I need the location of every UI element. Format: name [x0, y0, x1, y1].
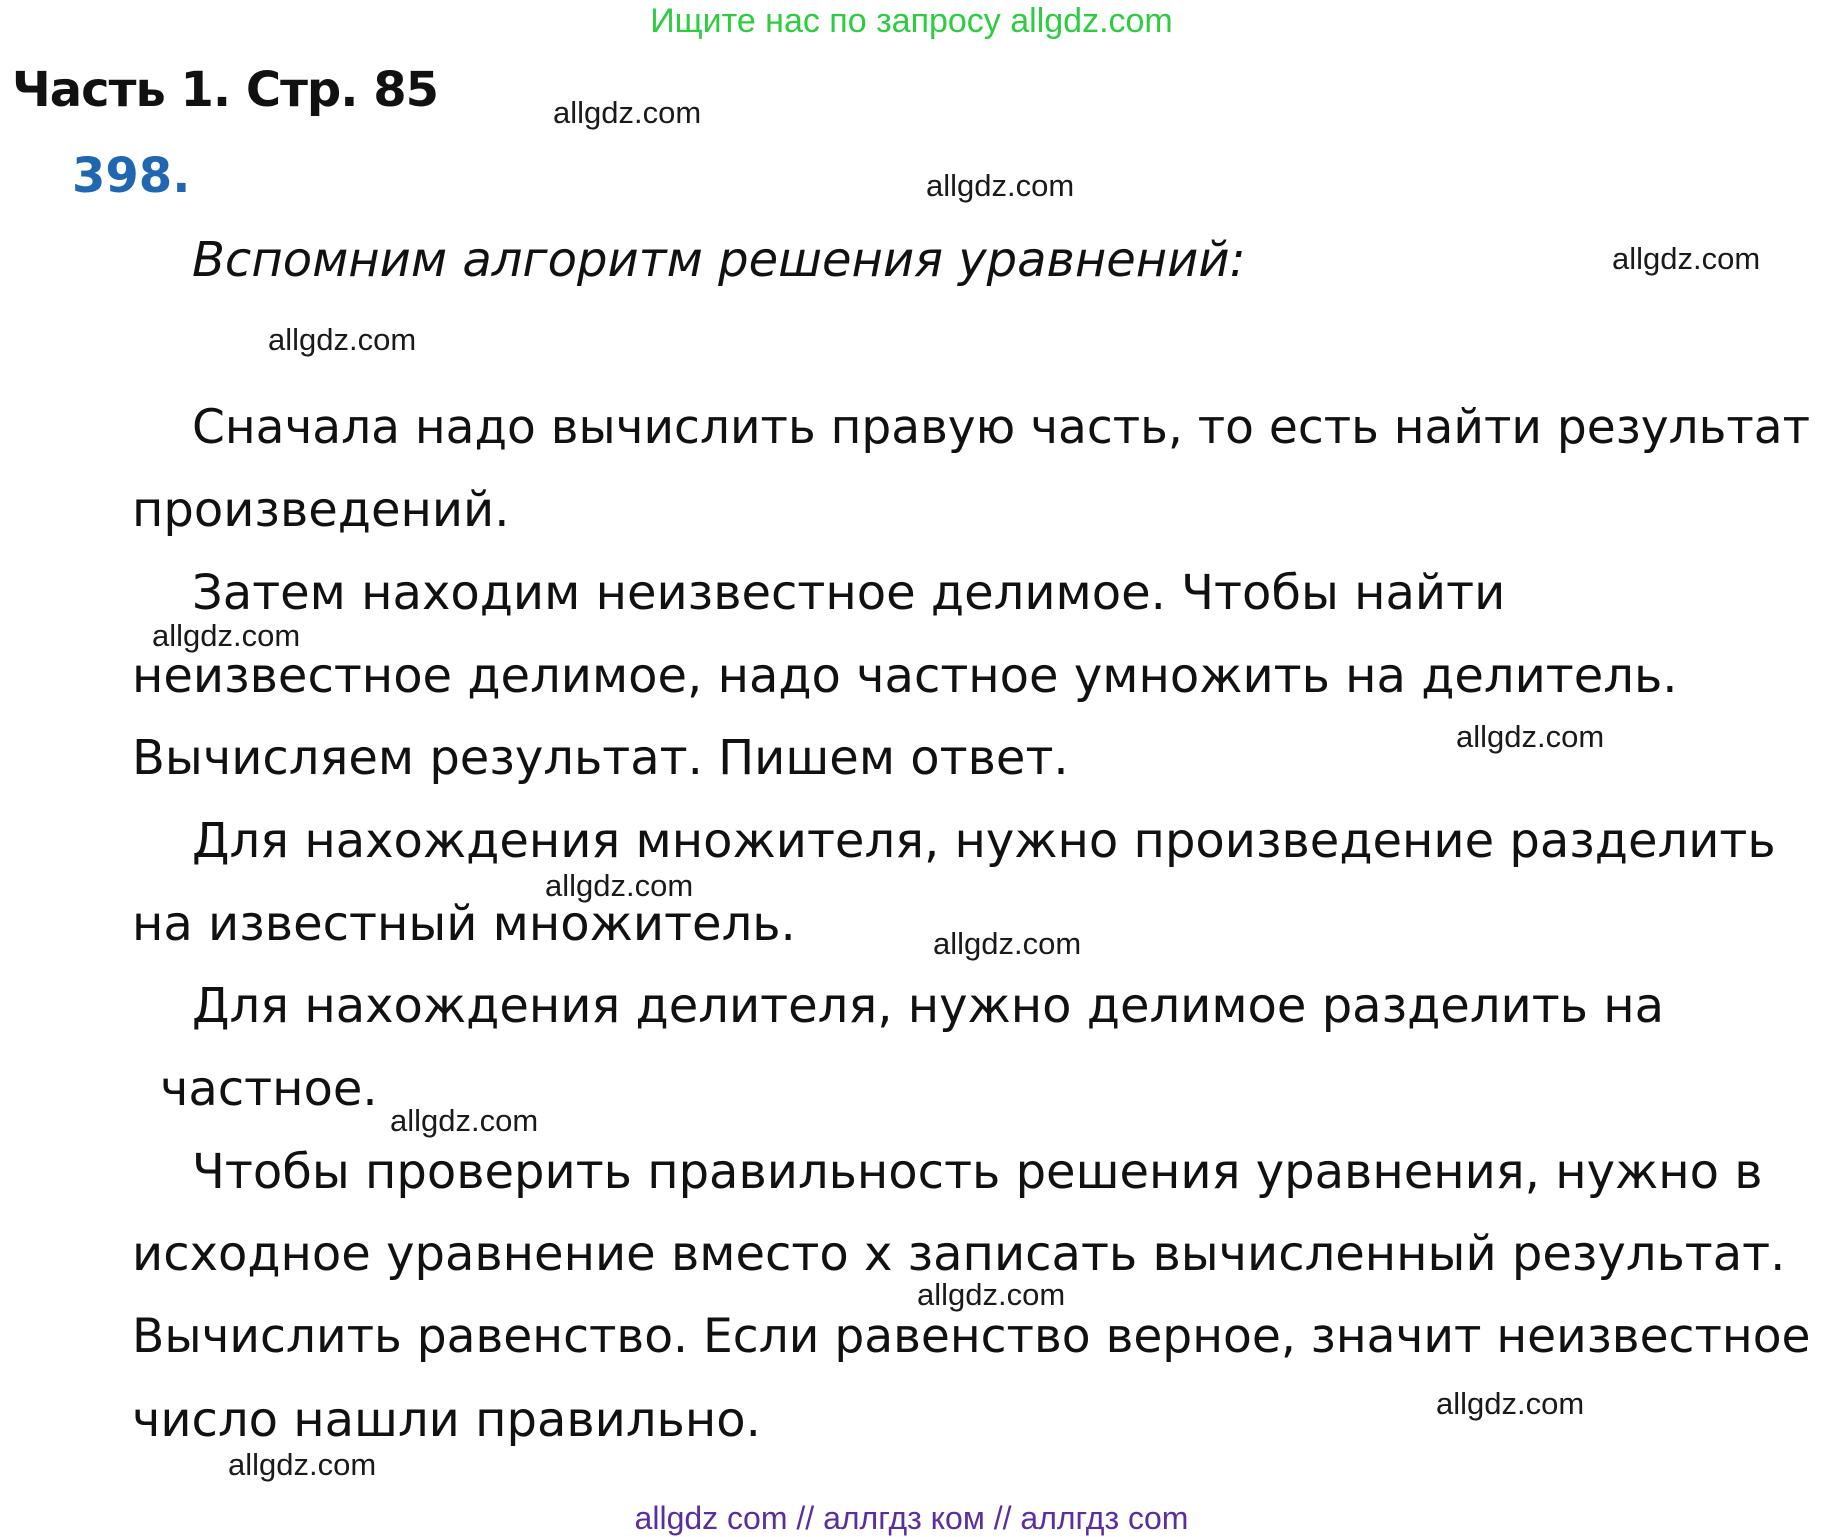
text-line: Для нахождения делителя, нужно делимое разделить на — [192, 978, 1665, 1034]
text-line: число нашли правильно. — [132, 1392, 761, 1448]
text-line: на известный множитель. — [132, 896, 796, 952]
top-banner: Ищите нас по запросу allgdz.com — [650, 2, 1173, 40]
text-line: неизвестное делимое, надо частное умножить на делитель. — [132, 648, 1678, 704]
text-line: Затем находим неизвестное делимое. Чтобы найти — [192, 565, 1506, 621]
watermark: allgdz.com — [268, 322, 417, 357]
watermark: allgdz.com — [545, 868, 694, 903]
watermark: allgdz.com — [553, 95, 702, 130]
text-line: исходное уравнение вместо х записать вычисленный результат. — [132, 1226, 1786, 1282]
watermark: allgdz.com — [933, 926, 1082, 961]
footer: allgdz com // аллгдз ком // аллгдз com — [634, 1500, 1189, 1536]
text-line: произведений. — [132, 482, 510, 538]
watermark: allgdz.com — [1456, 719, 1605, 754]
watermark: allgdz.com — [228, 1447, 377, 1482]
text-line: Для нахождения множителя, нужно произведение разделить — [192, 813, 1776, 869]
watermark: allgdz.com — [152, 618, 301, 653]
task-number: 398. — [72, 148, 191, 204]
text-line: Сначала надо вычислить правую часть, то есть найти результат — [192, 400, 1810, 455]
page-heading: Часть 1. Стр. 85 — [12, 62, 439, 118]
watermark: allgdz.com — [926, 168, 1075, 203]
watermark: allgdz.com — [1612, 241, 1761, 276]
text-line: Вычислить равенство. Если равенство верное, значит неизвестное — [132, 1309, 1811, 1364]
watermark: allgdz.com — [917, 1277, 1066, 1312]
text-line: Вычисляем результат. Пишем ответ. — [132, 730, 1069, 786]
watermark: allgdz.com — [390, 1103, 539, 1138]
text-line: Чтобы проверить правильность решения уравнения, нужно в — [192, 1144, 1763, 1200]
text-line: частное. — [160, 1061, 378, 1117]
subtitle: Вспомним алгоритм решения уравнений: — [192, 232, 1246, 288]
watermark: allgdz.com — [1436, 1386, 1585, 1421]
